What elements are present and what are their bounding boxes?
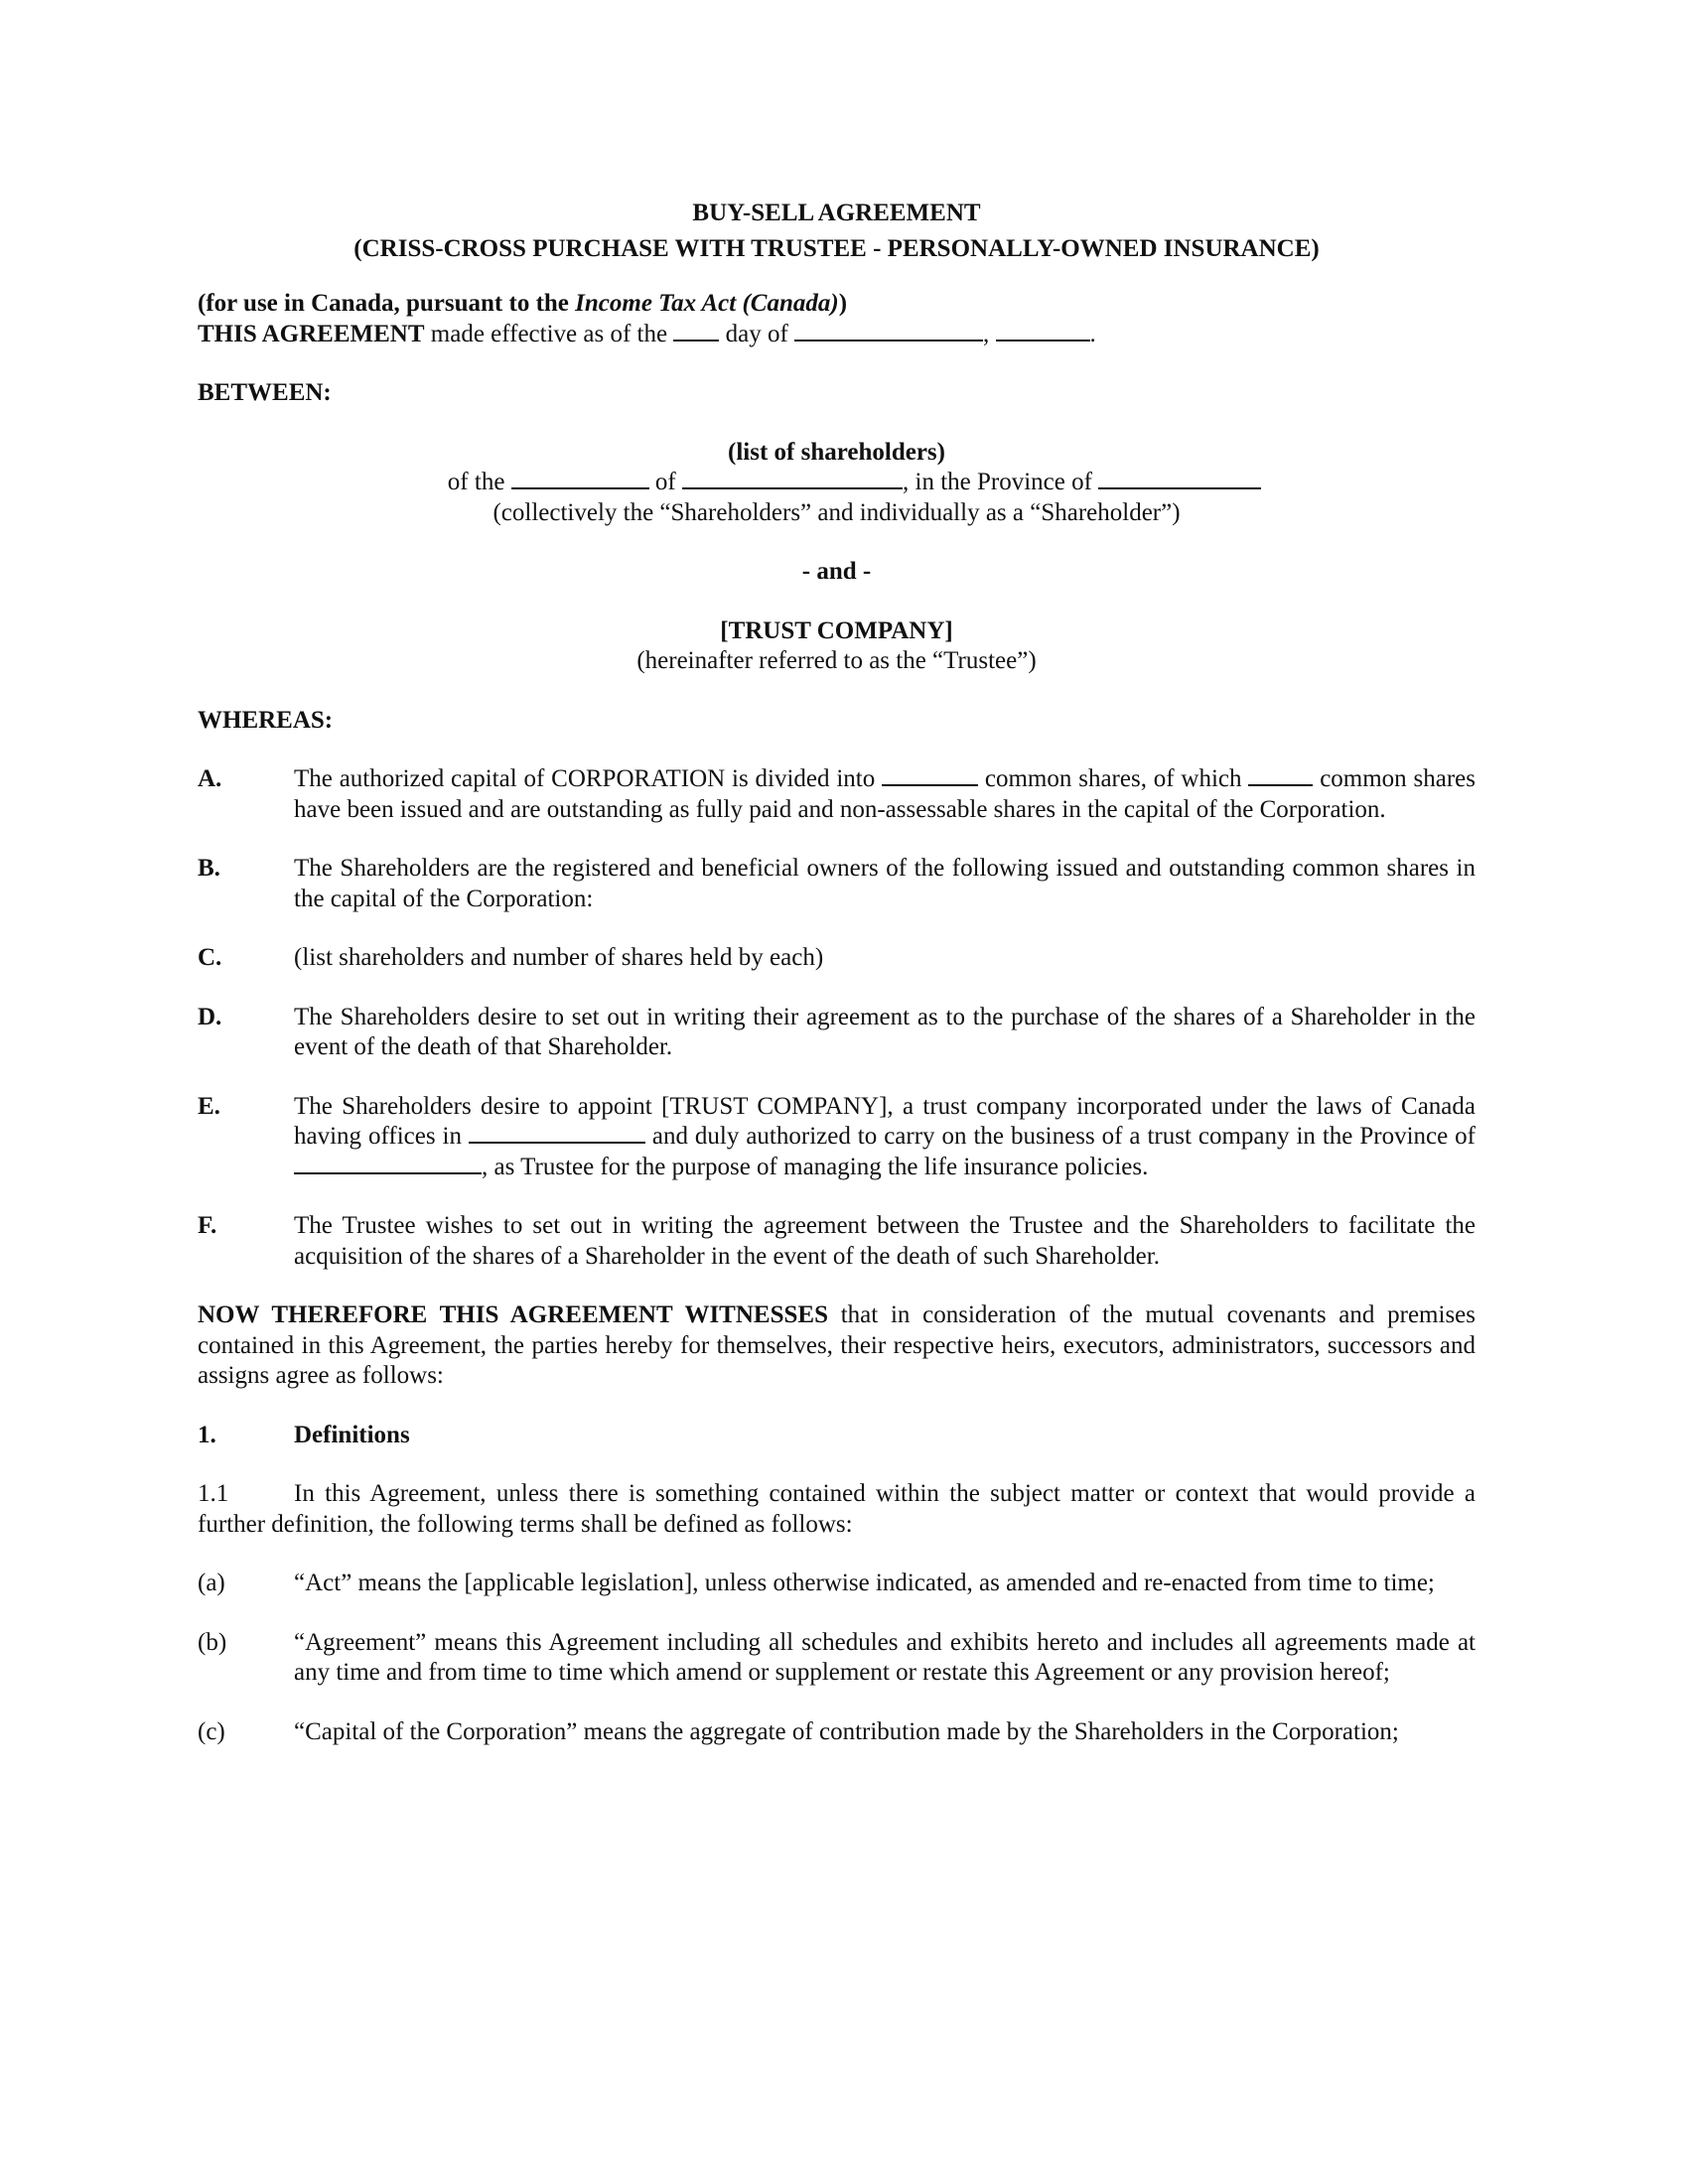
recital-label: C.	[198, 944, 222, 971]
recital-label: F.	[198, 1212, 217, 1239]
authorized-shares-blank[interactable]	[882, 784, 978, 786]
section-number: 1.	[198, 1421, 216, 1448]
effective-date-line	[198, 320, 1476, 350]
usage-suffix: )	[838, 290, 848, 317]
agreement-text: made effective as of the	[424, 320, 674, 347]
intro	[198, 289, 1476, 349]
act-country: (Canada)	[742, 290, 839, 317]
recital-e	[198, 1092, 1476, 1183]
recital-d	[198, 1003, 1476, 1063]
of-text: of	[648, 469, 682, 495]
recital-text: (list shareholders and number of shares held by each)	[294, 944, 824, 971]
of-the-blank[interactable]	[511, 487, 649, 489]
recital-text: The Trustee wishes to set out in writing the agreement between the Trustee and the Shareholders to facilitate the acquisition of the shares of a Shareholder in the event of the death of such Shareholder.	[294, 1212, 1476, 1270]
recital-text: common shares, of which	[978, 765, 1249, 792]
offices-blank[interactable]	[469, 1142, 645, 1144]
recital-text: common shares have been issued and are outstanding as fully paid and non-assessable shares in the capital of the Corporation.	[294, 765, 1476, 823]
shareholders-address	[198, 468, 1476, 498]
party-shareholders	[198, 438, 1476, 529]
province-blank[interactable]	[1098, 487, 1261, 489]
definition-item	[198, 1717, 1476, 1748]
and-separator: - and -	[801, 558, 872, 585]
recital-text: , as Trustee for the purpose of managing the life insurance policies.	[482, 1153, 1149, 1180]
recital-label: A.	[198, 765, 222, 792]
recital-text: The Shareholders desire to appoint [TRUST COMPANY], a trust company incorporated under the laws of Canada having offices in	[294, 1092, 1476, 1150]
shareholders-definition: (collectively the “Shareholders” and individually as a “Shareholder”)	[492, 498, 1181, 526]
recital-text: The authorized capital of CORPORATION is divided into	[294, 765, 883, 792]
definition-text: “Act” means the [applicable legislation], unless otherwise indicated, as amended and re-enacted from time to time;	[294, 1570, 1435, 1596]
recital-text: and duly authorized to carry on the business of a trust company in the Province of	[644, 1123, 1476, 1150]
usage-note	[198, 289, 1476, 320]
of-the-text: of the	[447, 469, 511, 495]
between-label: BETWEEN:	[198, 379, 332, 406]
recital-label: E.	[198, 1092, 220, 1120]
document-title: BUY-SELL AGREEMENT	[692, 200, 981, 226]
definition-text: “Agreement” means this Agreement including all schedules and exhibits hereto and includes all agreements made at any time and from time to time which amend or supplement or restate this Agreement or any provision hereof;	[294, 1628, 1476, 1686]
year-blank[interactable]	[996, 340, 1090, 341]
recital-label: D.	[198, 1003, 222, 1030]
recital-f	[198, 1211, 1476, 1272]
comma: ,	[983, 320, 996, 347]
city-blank[interactable]	[682, 487, 903, 489]
recital-a	[198, 764, 1476, 825]
party-trustee	[198, 616, 1476, 677]
period: .	[1089, 320, 1096, 347]
trustee-name: [TRUST COMPANY]	[720, 616, 953, 644]
section-1-heading	[198, 1421, 1476, 1451]
definition-label: (a)	[198, 1570, 225, 1596]
issued-shares-blank[interactable]	[1248, 784, 1313, 786]
definition-label: (b)	[198, 1628, 227, 1656]
document-page	[198, 199, 1476, 1747]
document-subtitle: (CRISS-CROSS PURCHASE WITH TRUSTEE - PERSONALLY-OWNED INSURANCE)	[353, 234, 1320, 262]
act-name: Income Tax Act	[575, 290, 737, 317]
trustee-province-blank[interactable]	[294, 1172, 482, 1174]
recital-label: B.	[198, 855, 220, 882]
agreement-bold: THIS AGREEMENT	[198, 320, 425, 347]
day-of-text: day of	[719, 320, 795, 347]
definition-item	[198, 1569, 1476, 1599]
definition-label: (c)	[198, 1717, 225, 1745]
trustee-definition: (hereinafter referred to as the “Trustee”)	[636, 647, 1037, 674]
recital-b	[198, 854, 1476, 914]
witnesses-bold: NOW THEREFORE THIS AGREEMENT WITNESSES	[198, 1301, 828, 1328]
clause-text: In this Agreement, unless there is something contained within the subject matter or context that would provide a further definition, the following terms shall be defined as follows:	[198, 1480, 1476, 1538]
recital-c	[198, 943, 1476, 974]
definition-text: “Capital of the Corporation” means the aggregate of contribution made by the Shareholders in the Corporation;	[294, 1717, 1399, 1745]
witnesses-text: that in consideration of the mutual covenants and premises contained in this Agreement, the parties hereby for themselves, their respective heirs, executors, administrators, successors and assigns agree as follows:	[198, 1301, 1476, 1389]
clause-1-1	[198, 1479, 1476, 1540]
recital-text: The Shareholders desire to set out in writing their agreement as to the purchase of the shares of a Shareholder in the event of the death of that Shareholder.	[294, 1003, 1476, 1060]
section-title: Definitions	[294, 1421, 410, 1448]
whereas-label: WHEREAS:	[198, 706, 334, 734]
day-blank[interactable]	[673, 340, 719, 341]
now-therefore-clause	[198, 1300, 1476, 1392]
recital-text: The Shareholders are the registered and beneficial owners of the following issued and outstanding common shares in the capital of the Corporation:	[294, 855, 1476, 912]
shareholders-name: (list of shareholders)	[728, 438, 945, 466]
month-blank[interactable]	[794, 340, 983, 341]
province-text: , in the Province of	[903, 469, 1099, 495]
clause-number: 1.1	[198, 1480, 229, 1507]
definition-item	[198, 1628, 1476, 1689]
usage-prefix: (for use in Canada, pursuant to the	[198, 290, 576, 317]
